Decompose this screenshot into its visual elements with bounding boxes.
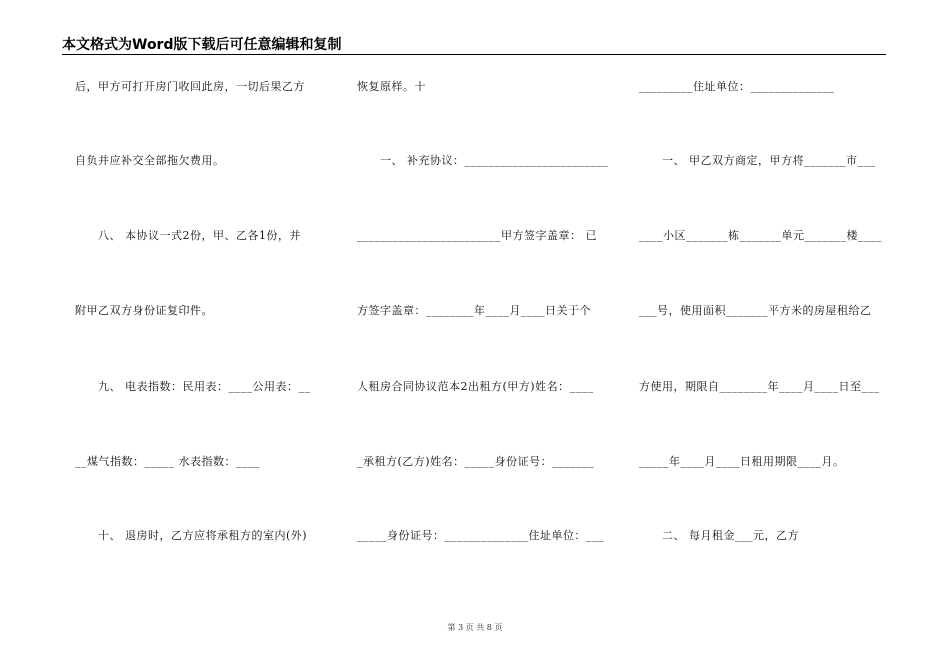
text-line: ____小区_______栋_______单元_______楼____: [639, 229, 882, 242]
text-line: 附甲乙双方身份证复印件。: [75, 304, 213, 317]
text-line: 九、 电表指数：民用表：____公用表：__: [75, 380, 311, 393]
text-line: 一、 补充协议：________________________: [357, 154, 609, 167]
text-line: 二、 每月租金___元，乙方: [639, 529, 799, 542]
text-line: _________住址单位：______________: [639, 80, 835, 93]
text-line: 人租房合同协议范本2出租方(甲方)姓名：____: [357, 380, 594, 393]
text-line: _____年____月____日租用期限____月。: [639, 455, 845, 468]
text-line: 后，甲方可打开房门收回此房，一切后果乙方: [75, 80, 305, 93]
text-line: 八、 本协议一式2份，甲、乙各1份，并: [75, 229, 301, 242]
page-header-title: 本文格式为Word版下载后可任意编辑和复制: [62, 37, 342, 53]
text-line: __煤气指数：_____ 水表指数：____: [75, 455, 260, 468]
text-line: 十、 退房时，乙方应将承租方的室内(外): [75, 529, 308, 542]
text-line: 方使用，期限自________年____月____日至___: [639, 380, 880, 393]
text-line: _承租方(乙方)姓名：_____身份证号：_______: [357, 455, 595, 468]
text-line: ________________________甲方签字盖章： 已: [357, 229, 597, 242]
text-line: 一、 甲乙双方商定，甲方将_______市___: [639, 154, 876, 167]
text-line: 方签字盖章：________年____月____日关于个: [357, 304, 591, 317]
page-number: 第 3 页 共 8 页: [447, 623, 503, 632]
text-line: 自负并应补交全部拖欠费用。: [75, 154, 225, 167]
text-line: _____身份证号：______________住址单位：___: [357, 529, 604, 542]
text-line: ___号，使用面积_______平方米的房屋租给乙: [639, 304, 872, 317]
header-divider: [62, 54, 886, 55]
text-line: 恢复原样。十: [357, 80, 426, 93]
